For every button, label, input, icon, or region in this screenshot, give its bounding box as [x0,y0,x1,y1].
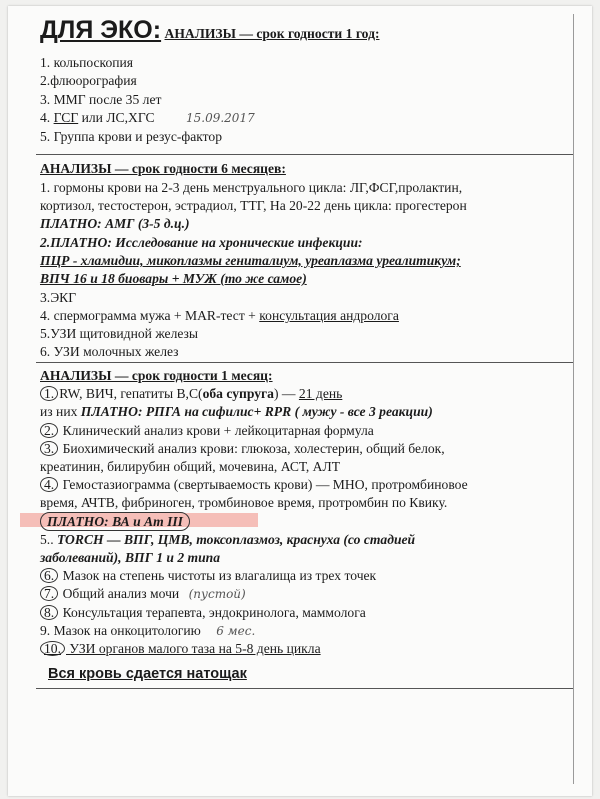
s3-line-8 [40,512,190,531]
circled-number: 6. [40,568,58,583]
s2-line-6: ВПЧ 16 и 18 биовары + МУЖ (то же самое) [40,271,307,286]
s3-line-1: 1. RW, ВИЧ, гепатиты В,С(оба супруга) — 21 день [40,385,342,402]
s3-line-12: 7. Общий анализ мочи (пустой) [40,585,246,603]
s3-line-6: 4. Гемостазиограмма (свертываемость крови) — МНО, протромбиновое [40,476,468,493]
andrologist-consult: консультация андролога [259,308,399,323]
gsg-underlined: ГСГ [53,110,79,125]
circled-number: 10. [40,641,65,656]
s3-line-4: 3. Биохимический анализ крови: глюкоза, холестерин, общий белок, [40,440,445,457]
circled-number: 3. [40,441,58,456]
section-3-header: АНАЛИЗЫ — срок годности 1 месяц: [40,368,273,383]
circled-number: 8. [40,605,58,620]
s1-item-1: 1. кольпоскопия [40,55,134,70]
s2-line-5: ПЦР - хламидии, микоплазмы гениталиум, уреаплазма уреалитикум; [40,253,461,268]
s2-line-2: кортизол, тестостерон, эстрадиол, ТТГ, На 20-22 день цикла: прогестерон [40,198,467,213]
s2-line-7: 3.ЭКГ [40,290,77,305]
rpga-paid: ПЛАТНО: РПГА на сифилис+ RPR ( мужу - все 3 реакции) [80,404,433,419]
s2-line-3: ПЛАТНО: АМГ (3-5 д.ц.) [40,216,190,231]
s1-item-3: 3. ММГ после 35 лет [40,92,162,107]
s2-line-1: 1. гормоны крови на 2-3 день менструального цикла: ЛГ,ФСГ,пролактин, [40,180,463,195]
divider-1 [36,154,573,155]
s1-item-5: 5. Группа крови и резус-фактор [40,129,223,144]
s2-line-9: 5.УЗИ щитовидной железы [40,326,199,341]
s1-item-4: 4. ГСГ или ЛС,ХГС 15.09.2017 [40,110,255,125]
margin-rule [573,14,574,784]
document-title: ДЛЯ ЭКО: [40,16,162,44]
divider-3 [36,688,573,689]
s2-line-8: 4. спермограмма мужа + MAR-тест + консультация андролога [40,308,399,323]
handwritten-date: 15.09.2017 [186,111,255,125]
fasting-note: Вся кровь сдается натощак [48,666,247,682]
section-2-header: АНАЛИЗЫ — срок годности 6 месяцев: [40,161,286,176]
s3-line-2: из них ПЛАТНО: РПГА на сифилис+ RPR ( мужу - все 3 реакции) [40,404,433,419]
s1-item-2: 2.флюорография [40,73,137,88]
circled-paid-ba-at3: ПЛАТНО: ВА и Ат III [40,512,190,531]
circled-number: 1. [40,386,58,401]
s2-line-10: 6. УЗИ молочных желез [40,344,179,359]
circled-number: 7. [40,586,58,601]
handwritten-empty-note: (пустой) [188,587,246,601]
s3-line-13: 8. Консультация терапевта, эндокринолога, маммолога [40,604,366,621]
s3-line-3: 2. Клинический анализ крови + лейкоцитарная формула [40,422,374,439]
s3-line-14: 9. Мазок на онкоцитологию 6 мес. [40,623,256,638]
circled-number: 4. [40,477,58,492]
handwritten-6-months: 6 мес. [216,624,256,638]
s3-line-5: креатинин, билирубин общий, мочевина, АСТ, АЛТ [40,459,340,474]
s3-line-10: заболеваний), ВПГ 1 и 2 типа [40,550,221,565]
s3-line-9: 5.. TORCH — ВПГ, ЦМВ, токсоплазмоз, краснуха (со стадией [40,532,416,547]
s3-line-15: 10. УЗИ органов малого таза на 5-8 день цикла [40,640,321,657]
section-1-header: АНАЛИЗЫ — срок годности 1 год: [164,26,380,41]
circled-number: 2. [40,423,58,438]
divider-2 [36,362,573,363]
handwritten-21-days: 21 день [298,386,343,401]
title-line [40,16,380,44]
s2-line-4: 2.ПЛАТНО: Исследование на хронические инфекции: [40,235,363,250]
s3-line-11: 6. Мазок на степень чистоты из влагалища из трех точек [40,567,376,584]
s3-line-7: время, АЧТВ, фибриноген, тромбиновое время, протромбин по Квику. [40,495,448,510]
